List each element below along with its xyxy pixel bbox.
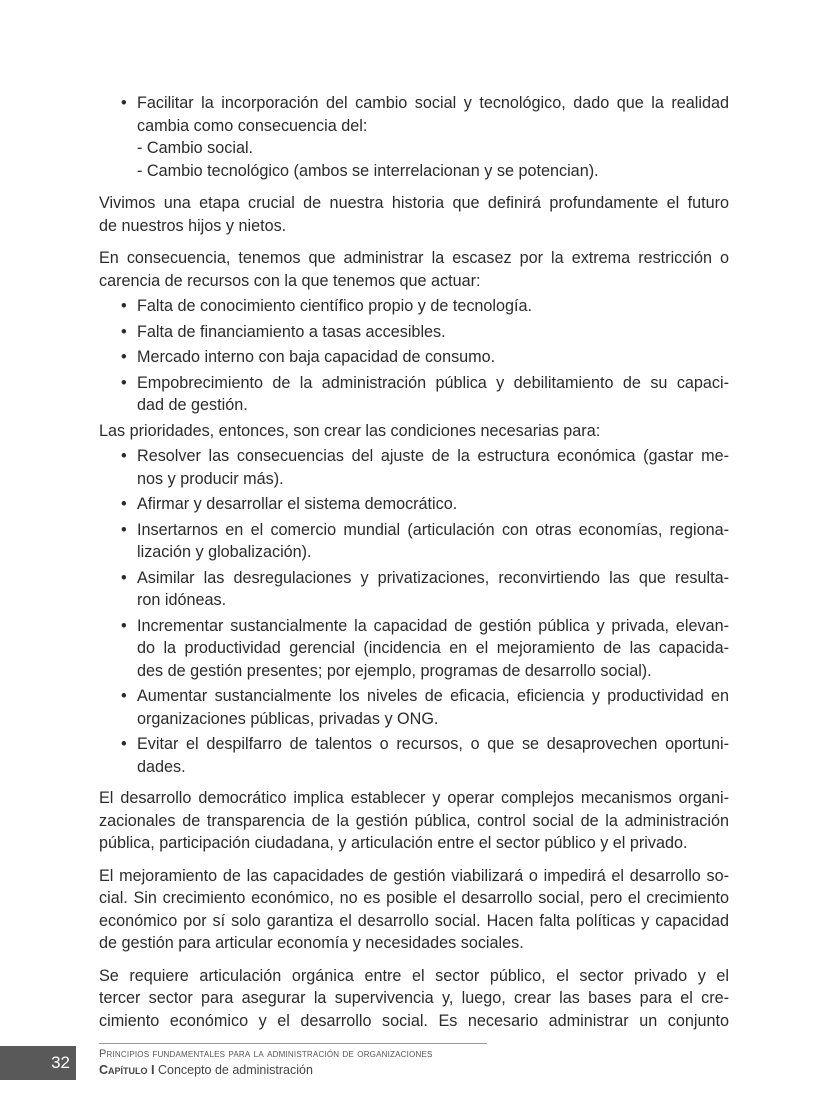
text-line: El mejoramiento de las capacidades de gestión viabilizará o impedirá el desarrollo so-: [99, 866, 729, 885]
text-line: Se requiere articulación orgánica entre el sector público, el sector privado y el: [99, 966, 729, 985]
text-line: cimiento económico y el desarrollo social. Es necesario administrar un conjunto: [99, 1011, 729, 1030]
paragraph: [99, 247, 729, 292]
bullet-icon: •: [121, 373, 127, 392]
list-item: [99, 321, 729, 344]
bullet-icon: •: [121, 447, 127, 465]
text-line: tercer sector para asegurar la supervivencia y, luego, crear las bases para el cre-: [99, 989, 729, 1007]
bullet-icon: •: [121, 616, 127, 635]
text-line: Aumentar sustancialmente los niveles de eficacia, eficiencia y productividad en: [137, 687, 729, 705]
paragraph: [99, 865, 729, 955]
running-title: Principios fundamentales para la administración de organizaciones: [99, 1048, 433, 1060]
list-item: [99, 445, 729, 490]
text-line: organizaciones públicas, privadas y ONG.: [137, 709, 439, 728]
bullet-icon: •: [121, 297, 127, 315]
sub-item: - Cambio social.: [137, 139, 254, 157]
bullet-icon: •: [121, 348, 127, 366]
text-line: do la productividad gerencial (incidencia en el mejoramiento de las capacida-: [137, 639, 729, 657]
text-line: de gestión para articular economía y necesidades sociales.: [99, 934, 524, 952]
text-line: Incrementar sustancialmente la capacidad de gestión pública y privada, elevan-: [137, 616, 729, 635]
scarcity-list: [99, 295, 729, 417]
text-line: Resolver las consecuencias del ajuste de la estructura económica (gastar me-: [137, 447, 729, 465]
text-line: de nuestros hijos y nietos.: [99, 216, 287, 235]
text-line: Afirmar y desarrollar el sistema democrático.: [137, 495, 458, 513]
priorities-list: [99, 445, 729, 778]
text-line: Evitar el despilfarro de talentos o recursos, o que se desaprovechen oportuni-: [137, 735, 729, 753]
paragraph: [99, 787, 729, 855]
paragraph: [99, 192, 729, 237]
text-line: carencia de recursos con la que tenemos que actuar:: [99, 271, 481, 290]
text-line: Insertarnos en el comercio mundial (articulación con otras economías, regiona-: [137, 520, 729, 539]
list-item: [99, 685, 729, 730]
text-line: En consecuencia, tenemos que administrar la escasez por la extrema restricción o: [99, 249, 729, 267]
priorities-intro: Las prioridades, entonces, son crear las condiciones necesarias para:: [99, 421, 601, 440]
bullet-icon: •: [121, 735, 127, 753]
text-line: lización y globalización).: [137, 543, 312, 561]
list-item: [99, 519, 729, 564]
bullet-icon: •: [121, 568, 127, 587]
text-line: cambia como consecuencia del:: [137, 116, 368, 135]
text-line: Facilitar la incorporación del cambio social y tecnológico, dado que la realidad: [137, 94, 729, 112]
text-line: Empobrecimiento de la administración pública y debilitamiento de su capaci-: [137, 373, 729, 392]
list-item: [99, 346, 729, 369]
list-item: [99, 295, 729, 318]
paragraph: [99, 965, 729, 1033]
list-item: [99, 733, 729, 778]
text-line: dades.: [137, 757, 186, 776]
text-line: El desarrollo democrático implica establecer y operar complejos mecanismos organi-: [99, 789, 729, 807]
text-line: cial. Sin crecimiento económico, no es posible el desarrollo social, pero el crecimiento: [99, 889, 729, 907]
bullet-icon: •: [121, 94, 127, 112]
text-line: ron idóneas.: [137, 591, 227, 609]
bullet-icon: •: [121, 495, 127, 513]
list-item: [99, 615, 729, 683]
text-line: pública, participación ciudadana, y articulación entre el sector público y el privado.: [99, 834, 688, 852]
footer-divider: [99, 1043, 487, 1044]
sub-item: - Cambio tecnológico (ambos se interrelacionan y se potencian).: [137, 161, 599, 180]
text-line: zacionales de transparencia de la gestión pública, control social de la administración: [99, 811, 729, 830]
text-line: Asimilar las desregulaciones y privatizaciones, reconvirtiendo las que resulta-: [137, 568, 729, 587]
text-line: económico por sí solo garantiza el desarrollo social. Hacen falta políticas y capacidad: [99, 911, 729, 930]
chapter-line: [99, 1063, 313, 1077]
text-line: dad de gestión.: [137, 396, 248, 414]
chapter-label: Capítulo I: [99, 1063, 155, 1077]
text-line: Mercado interno con baja capacidad de consumo.: [137, 348, 496, 366]
text-line: nos y producir más).: [137, 469, 284, 488]
chapter-title: Concepto de administración: [157, 1063, 313, 1077]
text-line: Falta de conocimiento científico propio y de tecnología.: [137, 297, 533, 315]
text-line: des de gestión presentes; por ejemplo, programas de desarrollo social).: [137, 661, 652, 680]
bullet-icon: •: [121, 322, 127, 341]
bullet-icon: •: [121, 520, 127, 539]
list-item: [99, 567, 729, 612]
intro-bullet: [99, 92, 729, 137]
list-item: [99, 372, 729, 417]
page-number: 32: [0, 1046, 76, 1080]
bullet-icon: •: [121, 687, 127, 705]
list-item: [99, 493, 729, 516]
text-line: Falta de financiamiento a tasas accesibles.: [137, 322, 446, 341]
page-body: [99, 92, 729, 1032]
text-line: Vivimos una etapa crucial de nuestra historia que definirá profundamente el futuro: [99, 194, 729, 212]
